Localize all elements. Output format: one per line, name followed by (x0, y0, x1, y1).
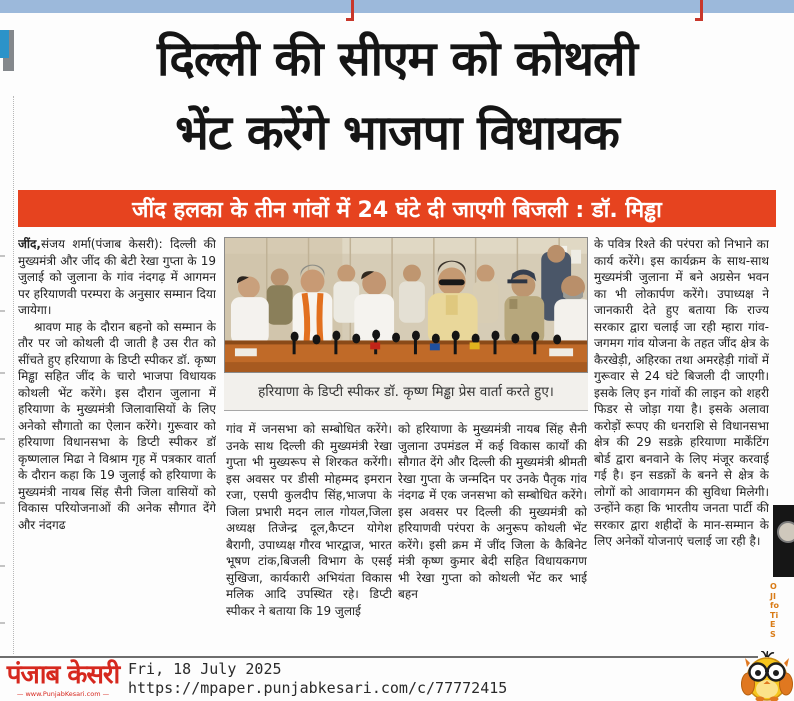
ad-letter: JI (770, 591, 776, 601)
subheadline-text: जींद हलका के तीन गांवों में 24 घंटे दी जाएगी बिजली : डॉ. मिड्ढा (132, 197, 662, 223)
logo-tagline: — www.PunjabKesari.com — (16, 690, 110, 698)
side-ad-text-fragment (770, 582, 794, 639)
footer-date: Fri, 18 July 2025 (128, 660, 282, 678)
top-strip (0, 0, 794, 13)
left-edge-mark (0, 565, 5, 567)
left-edge-mark (0, 255, 5, 257)
owl-mascot-icon (740, 651, 794, 701)
press-conference-photo (224, 237, 588, 373)
crop-mark (700, 0, 703, 21)
photo-caption: हरियाणा के डिप्टी स्पीकर डॉ. कृष्ण मिड्ढा प्रेस वार्ता करते हुए। (224, 373, 588, 411)
paragraph (18, 236, 216, 319)
ad-letter: Ti (770, 610, 779, 620)
footer-divider (0, 656, 758, 658)
side-ad-logo-circle (777, 521, 794, 543)
ad-letter: fo (770, 601, 779, 610)
ad-letter: E (770, 620, 776, 629)
photo-block (224, 237, 588, 411)
article-column-1 (18, 236, 216, 656)
footer-url: https://mpaper.punjabkesari.com/c/77772415 (128, 679, 508, 697)
column-dotted-rule (13, 96, 14, 654)
logo-text: पंजाब केसरी (6, 660, 120, 690)
paragraph-text: संजय शर्मा(पंजाब केसरी): दिल्ली की मुख्यमंत्री और जींद की बेटी रेखा गुप्ता के 19 जुलाई को जुलाना के गांव नंदगढ़ में आगमन पर हरियाणवी परम्परा के अनुसार सम्मान दिया जायेगा। (18, 237, 216, 317)
crop-mark (351, 0, 354, 21)
headline-line2: भेंट करेंगे भाजपा विधायक (175, 105, 619, 161)
left-edge-mark (0, 438, 5, 440)
footer-meta (128, 660, 688, 698)
dateline-lead: जींद, (18, 237, 41, 251)
left-edge-mark (0, 372, 5, 374)
left-edge-mark (0, 502, 5, 504)
punjab-kesari-logo (4, 661, 122, 698)
left-edge-mark (0, 622, 5, 624)
article-column-4: के पवित्र रिश्ते की परंपरा को निभाने का कार्य करेंगे। इस कार्यक्रम के साथ-साथ मुख्यमंत्री जुलाना में बने अग्रसेन भवन का भी लोकार्पण करेंगे। उपाध्यक्ष ने जानकारी देते हुए बताया कि राज्य सरकार द्वारा चलाई जा रही म्हारा गांव-जगमग गांव योजना के तहत जींद क्षेत्र के कैरखेड़ी, अहिरका तथा अमरहेड़ी गांवों में गुरूवार से 24 घंटे बिजली दी जाएगी। इसके लिए इन गांवों की लाइन को शहरी फिडर से जोड़ा गया है। इसके अलावा करोड़ों रूपए की धनराशि से विधानसभा क्षेत्र की 29 सडक़े हरियाणा मार्केंटिंग बोर्ड द्वारा बनवाने के लिए मंजूर करवाई गई है। इन सडक़ों के बनने से क्षेत्र के लोगों को आवागमन की सुविधा मिलेगी। उन्होंने कहा कि भारतीय जनता पार्टी की सरकार द्वारा शहीदों के मान-सम्मान के लिए अनेकों योजनाएं चलाई जा रही है। (594, 237, 769, 548)
left-edge-mark (0, 310, 5, 312)
paragraph: श्रावण माह के दौरान बहनो को सम्मान के तौर पर जो कोथली दी जाती है उस रीत को सींचते हुए हरियाणा के डिप्टी स्पीकर डॉ. कृष्ण मिड्ढा सहित जींद के चारो भाजपा विधायक कोथली भेंट करेंगे। इस दौरान जुलाना में हरियाणा के मुख्यमंत्री जिलावासियों के लिए अनेको सौगातो का ऐलान करेंगे। गुरूवार को हरियाणा विधानसभा के डिप्टी स्पीकर डॉ कृष्णलाल मिढा ने विश्राम गृह में पत्रकार वार्ता के दौरान कहा कि 19 जुलाई को हरियाणा के मुख्यमंत्री नायब सिंह सैनी जिला वासियों को विकास परियोजनाओं की अनेक सौगात देंगे और नंदगढ (18, 319, 216, 532)
left-edge-fragment (0, 30, 9, 58)
article-column-3: को हरियाणा के मुख्यमंत्री नायब सिंह सैनी जुलाना उपमंडल में कई विकास कार्यों की सौगात देंगे और दिल्ली की मुख्यमंत्री श्रीमती रेखा गुप्ता के जन्मदिन पर उनके पैतृक गांव नंदगढ में एक जनसभा को सम्बोधित करेंगे। इस अवसर पर दिल्ली की मुख्यमंत्री को हरियाणवी परंपरा के अनुरूप कोथली भेंट करेंगे। इसी क्रम में जींद जिला के कैबिनेट मंत्री कृष्ण कुमार बेदी सहित विधायकगण भी रेखा गुप्ता को कोथली भेंट कर भाई बहन (398, 422, 587, 601)
article-headline (12, 22, 782, 170)
ad-letter: O (770, 582, 777, 591)
subheadline-bar (18, 190, 776, 227)
article-column-2: गांव में जनसभा को सम्बोधित करेंगे। उनके साथ दिल्ली की मुख्यमंत्री रेखा गुप्ता भी मुख्यरूप से शिरकत करेंगी। इस अवसर पर डीसी मोहम्मद इमरान रजा, एसपी कुलदीप सिंह,भाजपा के जिला प्रभारी मदन लाल गोयल,जिला अध्यक्ष तिजेन्द्र दूल,कैप्टन योगेश बैरागी, उपाध्यक्ष गौरव भारद्वाज, भारत भूषण टांक,बिजली विभाग के एसई सुखिजा, कार्यकारी अभियंता विकास मलिक आदि उपस्थित रहे। डिप्टी स्पीकर ने बताया कि 19 जुलाई (226, 422, 392, 618)
side-ad-fragment (773, 505, 794, 577)
ad-letter: S (770, 629, 776, 639)
headline-line1: दिल्ली की सीएम को कोथली (156, 31, 638, 87)
